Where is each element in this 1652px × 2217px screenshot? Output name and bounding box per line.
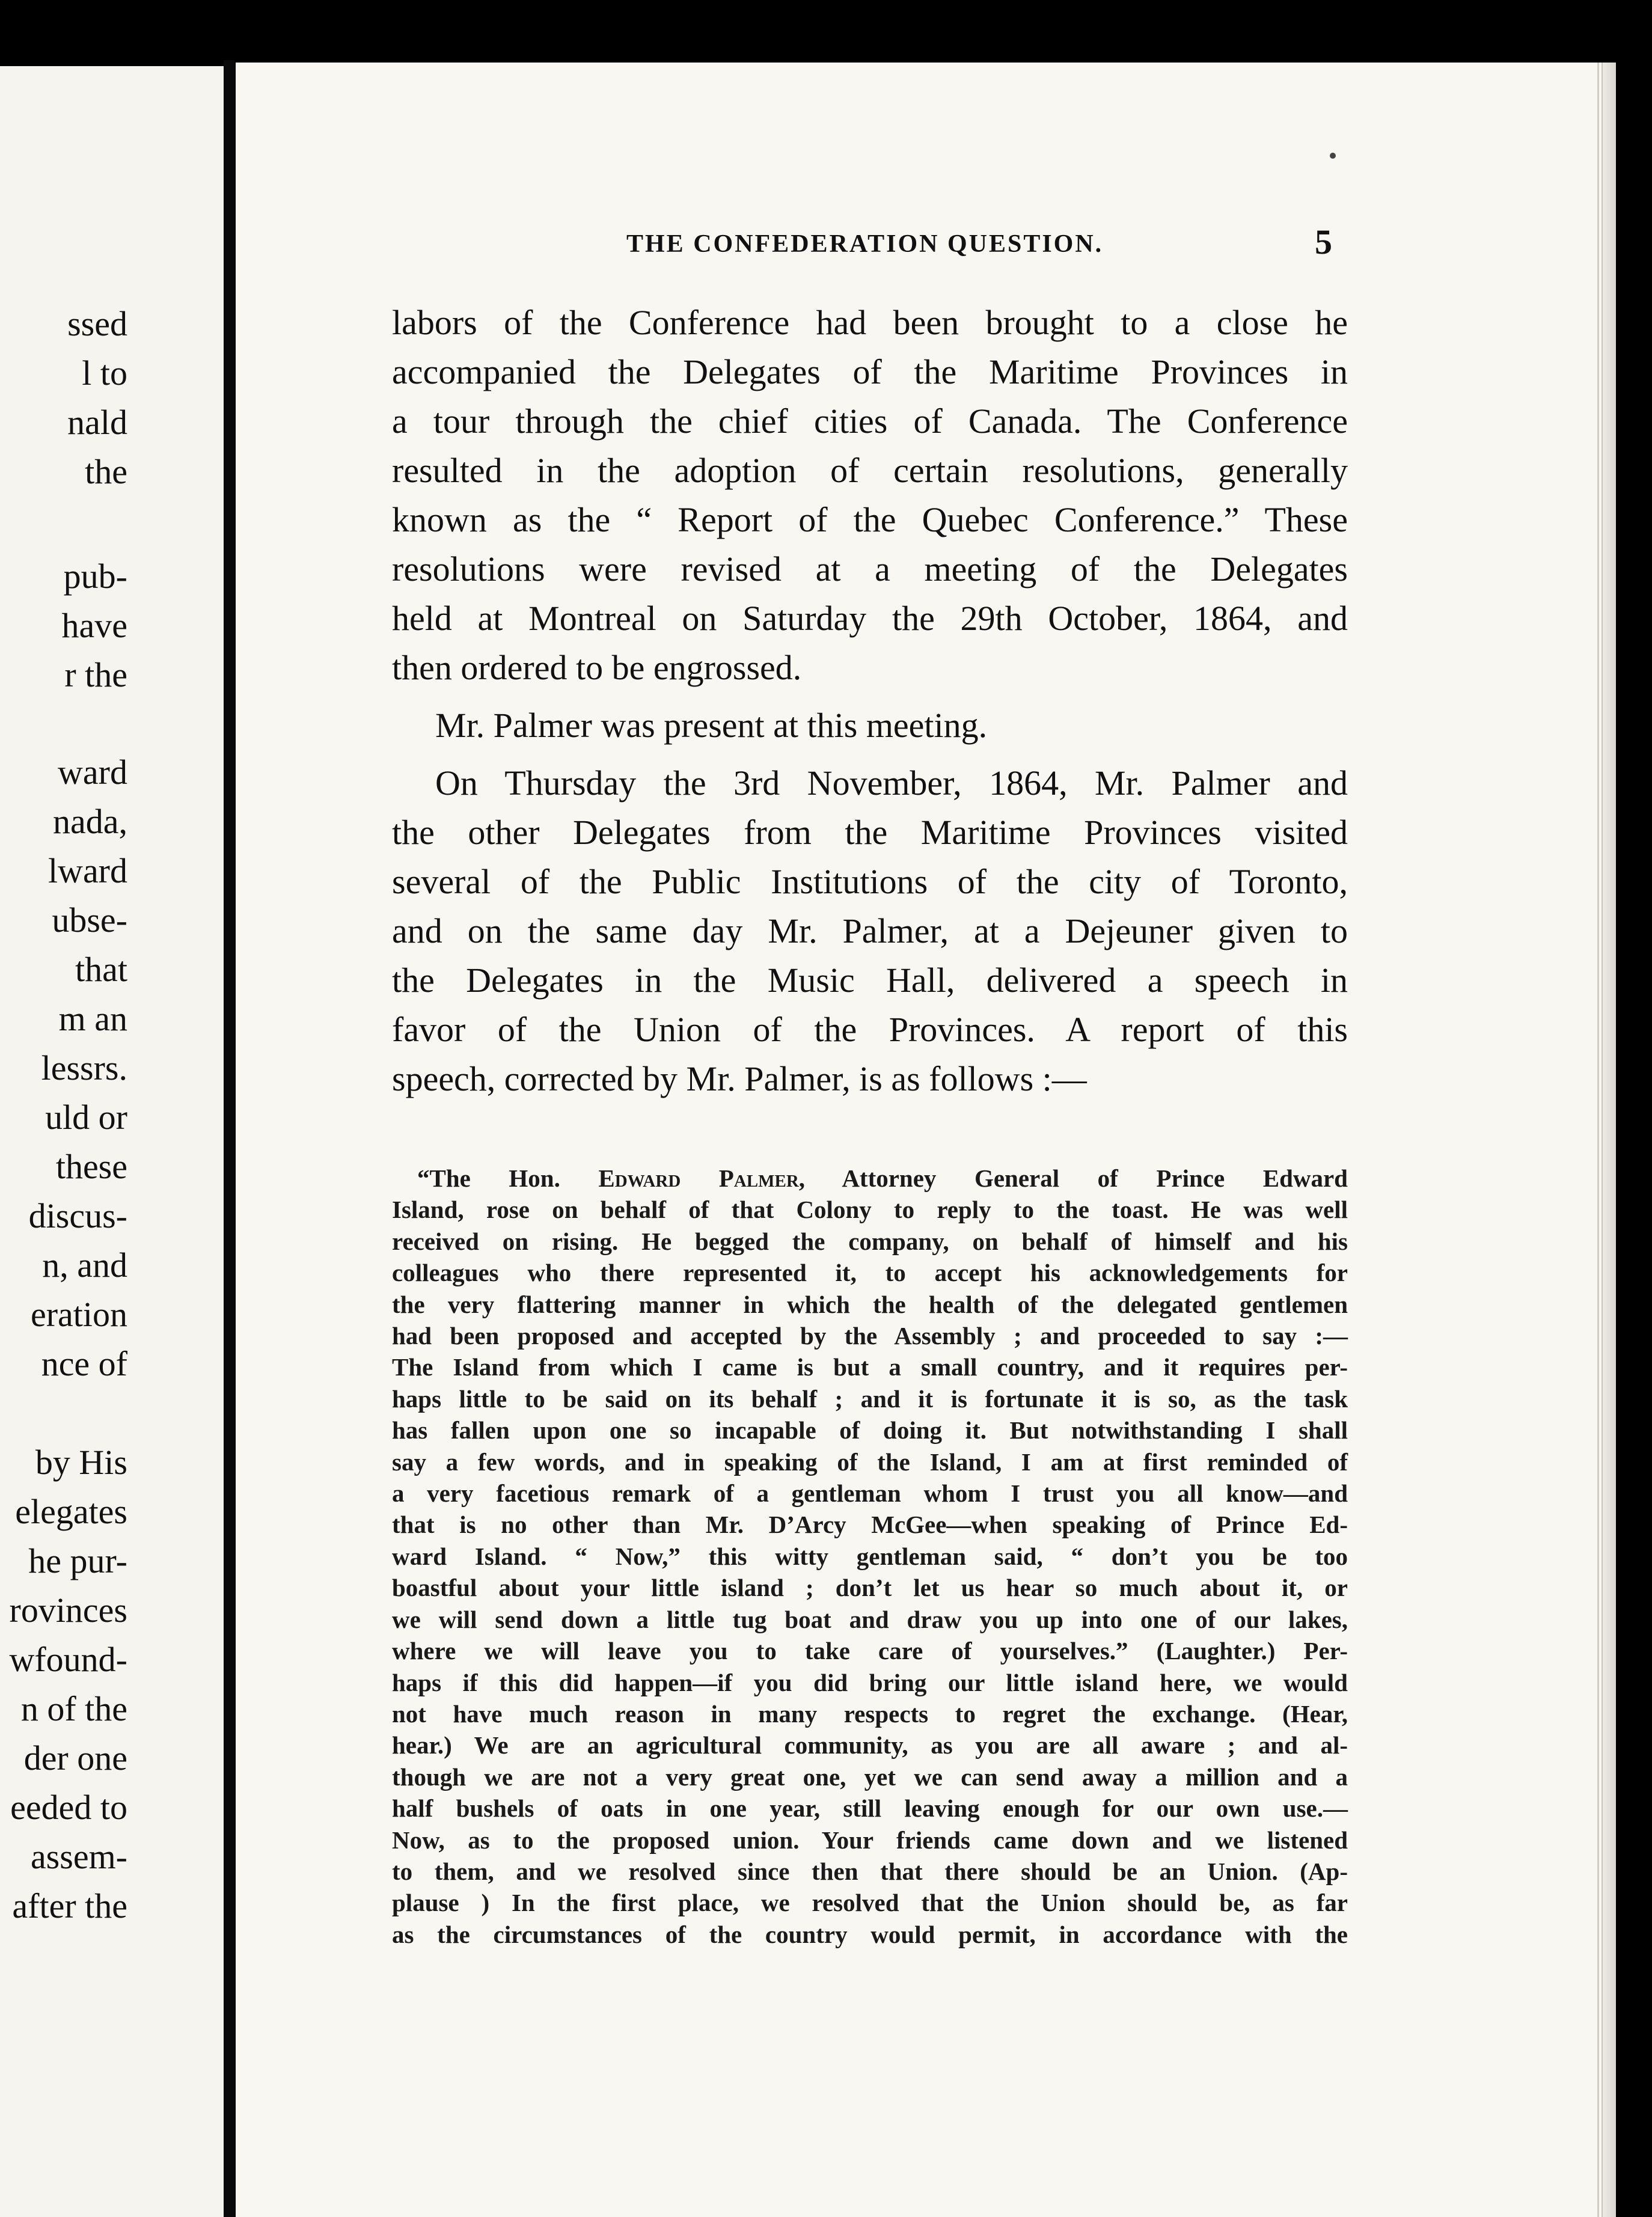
book-gutter: [224, 60, 234, 2217]
fragment-line: nce of: [41, 1344, 127, 1383]
quote-line: a very facetious remark of a gentleman whom I trust you all know—and: [392, 1479, 1348, 1508]
fragment-line: have: [61, 606, 127, 645]
quote-prefix: “The Hon.: [417, 1164, 599, 1192]
fragment-line: discus-: [28, 1196, 127, 1235]
fragment-line: ssed: [67, 304, 127, 343]
previous-page-fragment: [0, 66, 224, 2217]
quote-line: had been proposed and accepted by the Assembly ; and proceeded to say :—: [392, 1322, 1348, 1350]
fragment-line: der one: [23, 1738, 127, 1778]
fragment-line: rovinces: [9, 1591, 127, 1630]
text-line: resulted in the adoption of certain resolutions, generally: [392, 451, 1348, 490]
fragment-line: l to: [82, 353, 127, 393]
fragment-line: that: [75, 950, 127, 989]
page-number: 5: [1315, 222, 1332, 261]
text-line: known as the “ Report of the Quebec Conference.” These: [392, 500, 1348, 539]
text-line: labors of the Conference had been brought to a close he: [392, 303, 1348, 342]
fragment-line: wfound-: [9, 1640, 127, 1679]
quote-line: that is no other than Mr. D’Arcy McGee—when speaking of Prince Ed-: [392, 1511, 1348, 1539]
running-head: THE CONFEDERATION QUESTION.: [626, 230, 1104, 258]
text-line: several of the Public Institutions of the city of Toronto,: [392, 862, 1348, 901]
fragment-line: nald: [67, 403, 127, 442]
text-line: and on the same day Mr. Palmer, at a Dejeuner given to: [392, 911, 1348, 950]
text-line: the other Delegates from the Maritime Provinces visited: [392, 813, 1348, 852]
quote-line: haps little to be said on its behalf ; and it is fortunate it is so, as the task: [392, 1384, 1348, 1413]
quote-line: Now, as to the proposed union. Your friends came down and we listened: [392, 1826, 1348, 1854]
text-line: held at Montreal on Saturday the 29th October, 1864, and: [392, 599, 1348, 638]
print-speck: [1330, 153, 1336, 159]
quote-line: plause ) In the first place, we resolved that the Union should be, as far: [392, 1889, 1348, 1917]
fragment-line: elegates: [15, 1492, 127, 1531]
speech-quotation: [392, 1163, 1348, 1950]
fragment-line: after the: [12, 1886, 127, 1925]
quote-line: The Island from which I came is but a small country, and it requires per-: [392, 1353, 1348, 1381]
text-line: the Delegates in the Music Hall, delivered a speech in: [392, 961, 1348, 1000]
speaker-name: Edward Palmer: [598, 1164, 799, 1192]
text-line: accompanied the Delegates of the Maritime Provinces in: [392, 352, 1348, 391]
quote-line: [392, 1163, 1348, 1194]
quote-line: has fallen upon one so incapable of doing it. But notwithstanding I shall: [392, 1416, 1348, 1445]
book-page: [236, 63, 1616, 2217]
fragment-line: lward: [47, 851, 127, 890]
page-edge-line: [1597, 63, 1599, 2217]
quote-line: not have much reason in many respects to regret the exchange. (Hear,: [392, 1699, 1348, 1728]
body-text: [392, 298, 1348, 1104]
quote-line: say a few words, and in speaking of the Island, I am at first reminded of: [392, 1448, 1348, 1476]
fragment-line: lessrs.: [41, 1048, 127, 1087]
text-line: then ordered to be engrossed.: [392, 648, 802, 687]
fragment-line: r the: [64, 655, 127, 694]
fragment-line: uld or: [45, 1098, 127, 1137]
fragment-line: ward: [58, 753, 127, 792]
quote-line: the very flattering manner in which the health of the delegated gentlemen: [392, 1290, 1348, 1318]
fragment-line: he pur-: [28, 1541, 127, 1580]
quote-line: as the circumstances of the country would permit, in accordance with the: [392, 1920, 1348, 1948]
quote-line: hear.) We are an agricultural community, as you are all aware ; and al-: [392, 1731, 1348, 1760]
fragment-line: the: [85, 452, 127, 491]
fragment-line: nada,: [53, 802, 127, 841]
text-line: speech, corrected by Mr. Palmer, is as follows :—: [392, 1059, 1087, 1098]
page-edge: [1602, 63, 1616, 2217]
quote-line: colleagues who there represented it, to accept his acknowledgements for: [392, 1259, 1348, 1287]
fragment-line: eration: [30, 1295, 127, 1334]
fragment-line: n, and: [42, 1246, 127, 1285]
quote-line: we will send down a little tug boat and draw you up into one of our lakes,: [392, 1605, 1348, 1633]
quote-line: boastful about your little island ; don’t let us hear so much about it, or: [392, 1574, 1348, 1602]
quote-line: half bushels of oats in one year, still leaving enough for our own use.—: [392, 1794, 1348, 1823]
quote-line: to them, and we resolved since then that there should be an Union. (Ap-: [392, 1857, 1348, 1885]
fragment-line: pub-: [63, 557, 127, 596]
text-line: resolutions were revised at a meeting of the Delegates: [392, 549, 1348, 589]
quote-line: ward Island. “ Now,” this witty gentleman said, “ don’t you be too: [392, 1542, 1348, 1570]
text-line: On Thursday the 3rd November, 1864, Mr. Palmer and: [435, 763, 1348, 803]
fragment-line: eeded to: [10, 1788, 127, 1827]
text-line: Mr. Palmer was present at this meeting.: [435, 706, 988, 745]
quote-line: haps if this did happen—if you did bring our little island here, we would: [392, 1668, 1348, 1696]
text-line: a tour through the chief cities of Canada. The Conference: [392, 402, 1348, 441]
fragment-line: these: [55, 1147, 127, 1186]
quote-suffix: , Attorney General of Prince Edward: [798, 1164, 1348, 1192]
fragment-line: n of the: [20, 1689, 127, 1728]
text-line: favor of the Union of the Provinces. A report of this: [392, 1010, 1348, 1049]
fragment-line: assem-: [30, 1837, 127, 1876]
quote-line: where we will leave you to take care of yourselves.” (Laughter.) Per-: [392, 1637, 1348, 1665]
quote-line: Island, rose on behalf of that Colony to reply to the toast. He was well: [392, 1196, 1348, 1224]
fragment-line: ubse-: [52, 901, 127, 940]
quote-line: received on rising. He begged the company, on behalf of himself and his: [392, 1227, 1348, 1255]
fragment-line: by His: [35, 1443, 127, 1482]
quote-line: though we are not a very great one, yet we can send away a million and a: [392, 1763, 1348, 1791]
fragment-line: m an: [58, 999, 127, 1038]
